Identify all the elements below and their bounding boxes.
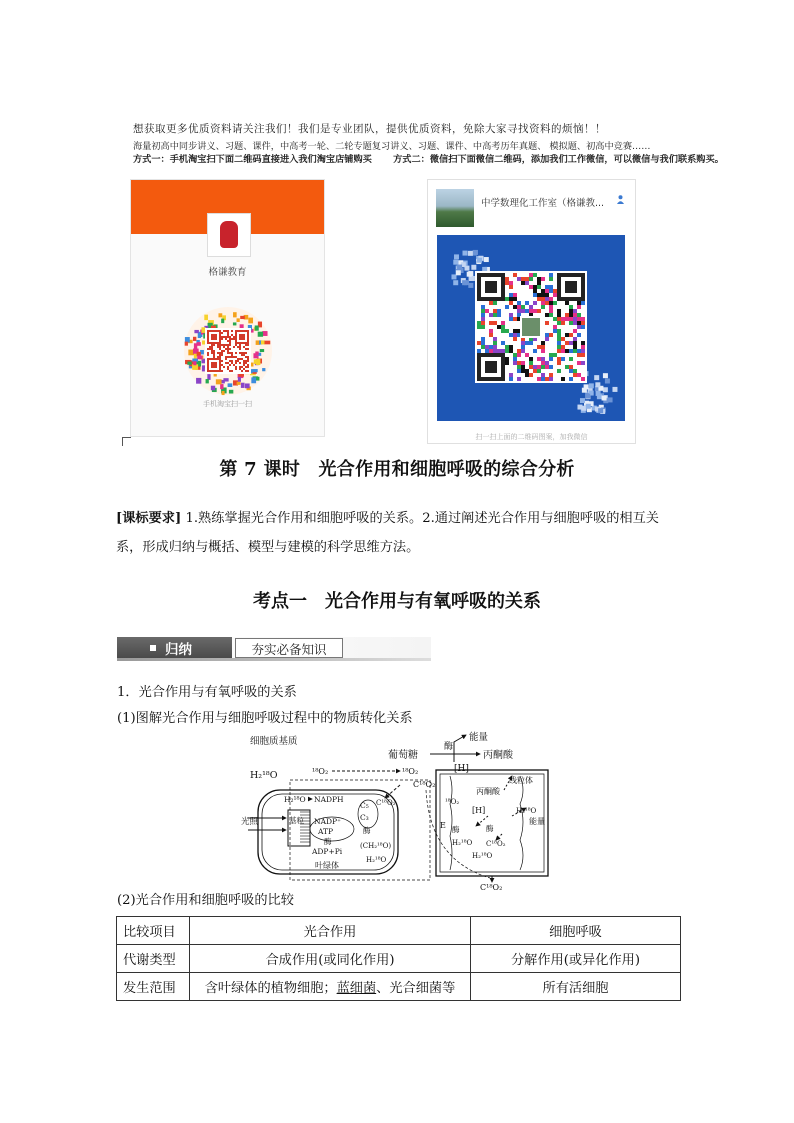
label-mito-pyruvate: 丙酮酸 bbox=[476, 787, 500, 796]
label-nadp: NADP⁺ bbox=[314, 817, 341, 826]
scope-text-a: 含叶绿体的植物细胞； bbox=[204, 981, 337, 996]
promo-slogan: 想获取更多优质资料请关注我们！我们是专业团队，提供优质资料，免除大家寻找资料的烦恼！！ bbox=[133, 123, 606, 135]
material-conversion-diagram bbox=[240, 730, 560, 890]
lesson-title: 第 7 课时 光合作用和细胞呼吸的综合分析 bbox=[219, 459, 575, 480]
banner-rule bbox=[117, 658, 431, 661]
label-mito-o2: ¹⁸O₂ bbox=[445, 798, 460, 806]
purchase-method-2: 方式二：微信扫下面微信二维码，添加我们工作微信，可以微信与我们联系购买。 bbox=[393, 154, 724, 165]
label-mito-h2o-a: H₂¹⁸O bbox=[516, 807, 537, 815]
banner-box bbox=[235, 638, 343, 658]
label-h2o-chl-out: H₂¹⁸O bbox=[366, 856, 387, 864]
label-co2-chl: C¹⁸O₂ bbox=[376, 799, 396, 807]
label-grana: 基粒 bbox=[289, 816, 304, 825]
wechat-name: 中学数理化工作室（格谦教... bbox=[481, 198, 605, 209]
table-cell: 分解作用(或异化作用) bbox=[471, 945, 681, 973]
label-co2-bottom: C¹⁸O₂ bbox=[480, 883, 503, 890]
label-adp: ADP+Pi bbox=[312, 847, 343, 856]
person-icon bbox=[617, 195, 624, 204]
label-mito-enzyme-2: 酶 bbox=[486, 824, 494, 833]
heading-2: (1)图解光合作用与细胞呼吸过程中的物质转化关系 bbox=[117, 711, 413, 726]
label-mito-co2: C¹⁸O₂ bbox=[486, 840, 506, 848]
table-cell: 发生范围 bbox=[117, 973, 190, 1001]
table-cell: 代谢类型 bbox=[117, 945, 190, 973]
table-cell: 合成作用(或同化作用) bbox=[190, 945, 471, 973]
label-ch2o: (CH₂¹⁸O) bbox=[360, 842, 392, 850]
label-h: [H] bbox=[454, 764, 469, 774]
purchase-method-1: 方式一：手机淘宝扫下面二维码直接进入我们淘宝店铺购买 bbox=[133, 154, 372, 165]
requirements-text: 1.熟练掌握光合作用和细胞呼吸的关系。2.通过阐述光合作用与细胞呼吸的相互关系，形成归纳与概括、模型与建模的科学思维方法。 bbox=[116, 511, 659, 555]
wechat-avatar bbox=[436, 189, 474, 227]
label-mito-h2o-c: H₂¹⁸O bbox=[472, 852, 493, 860]
label-nadph: NADPH bbox=[314, 795, 344, 804]
label-light: 光照 bbox=[241, 817, 259, 827]
comparison-table bbox=[116, 916, 681, 1001]
curriculum-requirements bbox=[116, 504, 682, 562]
table-cell: 所有活细胞 bbox=[471, 973, 681, 1001]
label-atp: ATP bbox=[318, 827, 334, 836]
label-co2-mid: C¹⁸O₂ bbox=[413, 780, 436, 789]
table-header-cell: 细胞呼吸 bbox=[471, 917, 681, 945]
scan-caption: 手机淘宝扫一扫 bbox=[203, 400, 252, 408]
store-logo bbox=[207, 213, 251, 257]
table-header-row bbox=[117, 917, 681, 945]
label-o2-mid: ¹⁸O₂ bbox=[402, 767, 419, 776]
label-mito-e: E bbox=[440, 821, 446, 830]
taobao-qr-code[interactable] bbox=[183, 306, 273, 396]
label-pyruvate: 丙酮酸 bbox=[483, 750, 513, 761]
square-bullet-icon bbox=[150, 645, 156, 651]
table-row bbox=[117, 973, 681, 1001]
section-banner bbox=[117, 637, 431, 661]
banner-label-knowledge: 夯实必备知识 bbox=[251, 642, 327, 657]
label-mito-h2o-b: H₂¹⁸O bbox=[452, 839, 473, 847]
table-header-cell: 光合作用 bbox=[190, 917, 471, 945]
store-name: 格谦教育 bbox=[208, 267, 247, 278]
label-chloroplast: 叶绿体 bbox=[315, 861, 339, 870]
wechat-qr-background bbox=[437, 235, 625, 421]
label-h2o-outside: H₂¹⁸O bbox=[250, 770, 278, 781]
taobao-qr-card bbox=[130, 179, 325, 437]
label-mito-energy: 能量 bbox=[529, 817, 545, 826]
label-h2o-chl-in: H₂¹⁸O bbox=[284, 795, 306, 804]
label-c5: C₅ bbox=[360, 801, 369, 810]
scope-text-b: 、光合细菌等 bbox=[376, 981, 456, 996]
table-cell bbox=[190, 973, 471, 1001]
wechat-caption: 扫一扫上面的二维码图案，加我微信 bbox=[475, 433, 588, 441]
label-mito-enzyme-1: 酶 bbox=[452, 825, 460, 834]
table-header-cell: 比较项目 bbox=[117, 917, 190, 945]
label-enzyme: 酶 bbox=[444, 742, 454, 752]
heading-1: 1．光合作用与有氧呼吸的关系 bbox=[117, 685, 297, 700]
label-mito-h: [H] bbox=[472, 806, 486, 815]
label-c3: C₃ bbox=[360, 813, 369, 822]
label-o2-outside: ¹⁸O₂ bbox=[312, 767, 329, 776]
wechat-qr-card bbox=[427, 179, 636, 444]
seal-icon bbox=[220, 221, 238, 248]
heading-3: (2)光合作用和细胞呼吸的比较 bbox=[117, 893, 294, 908]
label-mitochondrion: 线粒体 bbox=[509, 776, 533, 785]
banner-label-summary: 归纳 bbox=[165, 642, 192, 658]
wechat-qr-code[interactable] bbox=[437, 235, 625, 421]
label-energy: 能量 bbox=[469, 732, 489, 743]
promo-methods bbox=[133, 151, 742, 165]
requirements-tag: [课标要求] bbox=[116, 511, 182, 526]
label-enzyme-chl: 酶 bbox=[324, 837, 332, 846]
label-cytoplasm: 细胞质基质 bbox=[250, 736, 298, 747]
scope-text-underlined: 蓝细菌 bbox=[336, 981, 377, 996]
corner-mark bbox=[122, 437, 131, 446]
section-title: 考点一 光合作用与有氧呼吸的关系 bbox=[253, 591, 541, 612]
label-glucose: 葡萄糖 bbox=[388, 750, 418, 761]
promo-catalog: 海量初高中同步讲义、习题、课件，中高考一轮、二轮专题复习讲义、习题、课件、中高考历年真题、 模拟题、初高中竞赛…… bbox=[133, 141, 651, 152]
table-row bbox=[117, 945, 681, 973]
label-enzyme-calvin: 酶 bbox=[363, 826, 371, 835]
